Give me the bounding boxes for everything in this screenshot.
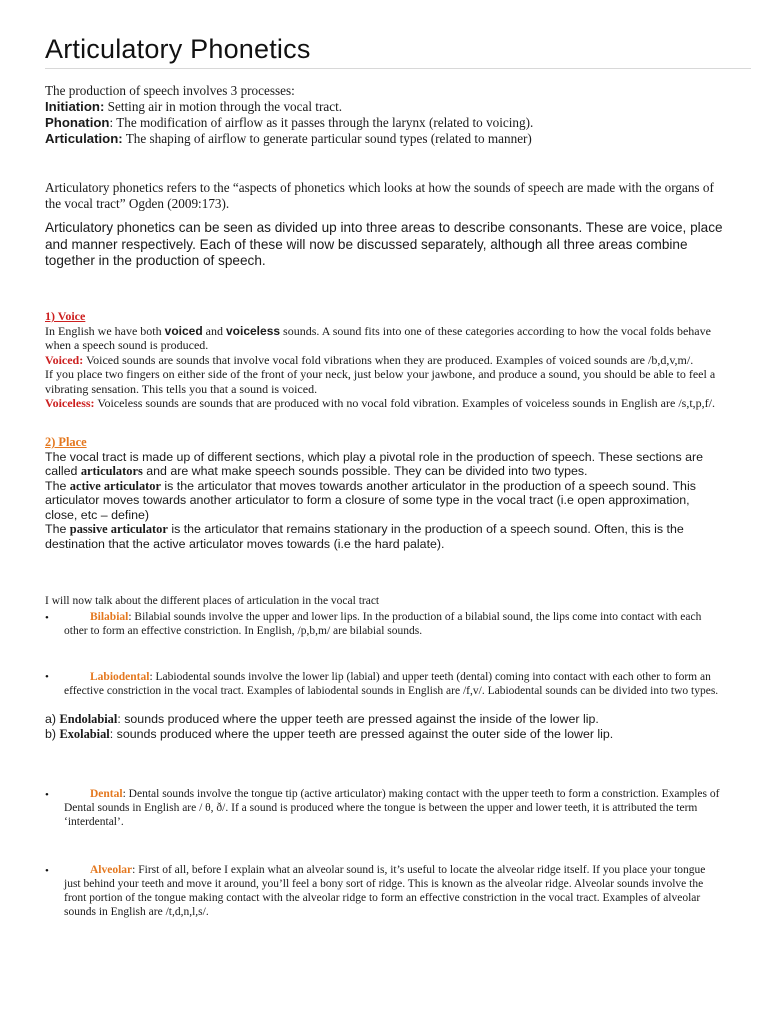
process-initiation xyxy=(45,99,725,115)
voiced-paragraph: Voiced: Voiced sounds are sounds that involve vocal fold vibrations when they are produced. Examples of voiced sounds are /b,d,v,m/. xyxy=(45,352,694,367)
alveolar-item: Alveolar: First of all, before I explain what an alveolar sound is, it’s useful to locate the alveolar ridge itself. If you place your tongue just behind your teeth and move it around, you’ll feel a bony sort of ridge. This is known as the alveolar ridge. Alveolar sounds involve the front portion of the tongue making contact with the alveolar ridge to form an effective constriction in the vocal tract. Examples of alveolar sounds in English are /t,d,n,l,s/. xyxy=(64,864,706,918)
process-term: Initiation: xyxy=(45,99,105,114)
voice-section xyxy=(45,309,720,411)
process-phonation xyxy=(45,115,725,131)
process-term: Articulation: xyxy=(45,131,123,146)
place-heading: 2) Place xyxy=(45,435,87,449)
dental-item: Dental: Dental sounds involve the tongue tip (active articulator) making contact with the upper teeth to form a constriction. Examples of Dental sounds in English are / θ, ð/. If a sound is produced where the tongue is between the upper and lower teeth, it is attributed the term ‘interdental’. xyxy=(64,788,720,828)
bullet-icon: • xyxy=(45,865,49,877)
place-intro: The vocal tract is made up of different sections, which play a pivotal role in the production of speech. These sections are called articulators and are what make speech sounds possible. They can be divided into two types. xyxy=(45,449,703,478)
process-desc: The shaping of airflow to generate particular sound types (related to manner) xyxy=(122,131,532,146)
endolabial-item: a) Endolabial: sounds produced where the upper teeth are pressed against the inside of the lower lip. xyxy=(45,712,599,726)
labiodental-term: Labiodental xyxy=(90,671,150,683)
voice-intro: In English we have both voiced and voiceless sounds. A sound fits into one of these categories according to how the vocal folds behave when a speech sound is produced. xyxy=(45,323,711,352)
process-articulation xyxy=(45,131,725,147)
alveolar-term: Alveolar xyxy=(90,864,133,876)
processes-section xyxy=(45,83,725,147)
exolabial-item: b) Exolabial: sounds produced where the upper teeth are pressed against the outer side of the lower lip. xyxy=(45,726,614,741)
bilabial-item: Bilabial: Bilabial sounds involve the upper and lower lips. In the production of a bilabial sound, the lips come into contact with each other to form an effective constriction. In English, /p,b,m/ are bilabial sounds. xyxy=(64,611,702,637)
processes-intro: The production of speech involves 3 processes: xyxy=(45,83,295,98)
voiced-label: Voiced: xyxy=(45,352,84,367)
voiceless-label: Voiceless: xyxy=(45,396,95,410)
bilabial-term: Bilabial xyxy=(90,611,129,623)
passive-articulator-paragraph: The passive articulator is the articulator that remains stationary in the production of a speech sound. Often, this is the destination that the active articulator moves towards (i.e the hard palate). xyxy=(45,522,684,551)
bullet-icon: • xyxy=(45,612,49,624)
dental-term: Dental xyxy=(90,788,123,800)
places-intro: I will now talk about the different places of articulation in the vocal tract xyxy=(45,595,380,607)
process-desc: Setting air in motion through the vocal tract. xyxy=(104,99,343,114)
title-divider xyxy=(45,68,751,69)
voice-heading: 1) Voice xyxy=(45,309,86,323)
labiodental-item: Labiodental: Labiodental sounds involve the lower lip (labial) and upper teeth (dental) coming into contact with each other to form an effective constriction in the vocal tract. Examples of labiodental sounds in English are /f,v/. Labiodental sounds can be divided into two types. xyxy=(64,671,719,697)
voiceless-paragraph: Voiceless: Voiceless sounds are sounds that are produced with no vocal fold vibration. Examples of voiceless sounds in English are /s,t,p,f/. xyxy=(45,396,715,410)
place-section xyxy=(45,435,725,551)
labiodental-types xyxy=(45,712,725,741)
bullet-icon: • xyxy=(45,671,49,683)
bullet-icon: • xyxy=(45,789,49,801)
definition-paragraph: Articulatory phonetics refers to the “aspects of phonetics which looks at how the sounds of speech are made with the organs of the vocal tract” Ogden (2009:173). xyxy=(45,180,714,211)
process-term: Phonation xyxy=(45,115,110,130)
fingers-paragraph: If you place two fingers on either side of the front of your neck, just below your jawbone, and produce a sound, you should be able to feel a vibrating sensation. This tells you that a sound is voiced. xyxy=(45,367,716,396)
page-title: Articulatory Phonetics xyxy=(45,34,311,64)
areas-paragraph: Articulatory phonetics can be seen as divided up into three areas to describe consonants. These are voice, place and manner respectively. Each of these will now be discussed separately, although all three areas combine together in the production of speech. xyxy=(45,220,723,268)
active-articulator-paragraph: The active articulator is the articulator that moves towards another articulator in the production of a speech sound. This articulator moves towards another articulator to form a closure of some type in the vocal tract (i.e open approximation, close, etc – define) xyxy=(45,478,696,522)
process-desc: : The modification of airflow as it passes through the larynx (related to voicing). xyxy=(109,115,534,130)
